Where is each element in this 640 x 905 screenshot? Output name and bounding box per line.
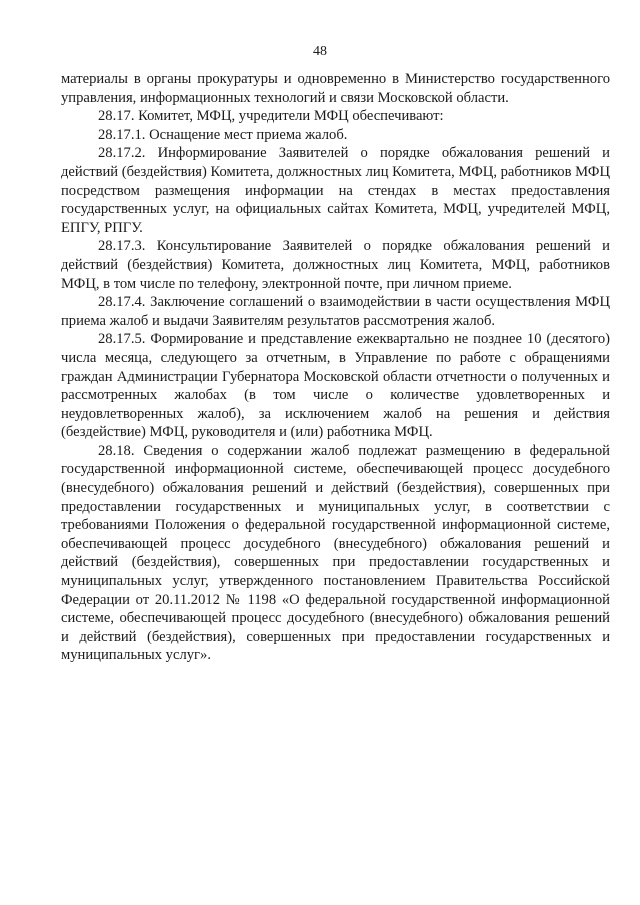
paragraph-28-18: 28.18. Сведения о содержании жалоб подлежат размещению в федеральной государственной информационной системе, обеспечивающей процесс досудебного (внесудебного) обжалования решений и действий (бездействия), совершенных при предоставлении государственных и муниципальных услуг, в соответствии с требованиями Положения о федеральной государственной информационной системе, обеспечивающей процесс досудебного (внесудебного) обжалования решений и действий (бездействия), совершенных при предоставлении государственных и муниципальных услуг, утвержденного постановлением Правительства Российской Федерации от 20.11.2012 № 1198 «О федеральной государственной информационной системе, обеспечивающей процесс досудебного (внесудебного) обжалования решений и действий (бездействия), совершенных при предоставлении государственных и муниципальных услуг». [61, 442, 610, 664]
page-number: 48 [313, 44, 327, 59]
paragraph-28-17-4: 28.17.4. Заключение соглашений о взаимодействии в части осуществления МФЦ приема жалоб и выдачи Заявителям результатов рассмотрения жалоб. [61, 294, 610, 329]
paragraph-28-17-5: 28.17.5. Формирование и представление ежеквартально не позднее 10 (десятого) числа месяца, следующего за отчетным, в Управление по работе с обращениями граждан Администрации Губернатора Московской области отчетности о полученных и рассмотренных жалобах (в том числе о количестве удовлетворенных и неудовлетворенных жалоб), за исключением жалоб на решения и действия (бездействие) МФЦ, руководителя и (или) работника МФЦ. [61, 331, 610, 441]
paragraph-28-17-3: 28.17.3. Консультирование Заявителей о порядке обжалования решений и действий (бездействия) Комитета, должностных лиц Комитета, МФЦ, работников МФЦ, в том числе по телефону, электронной почте, при личном приеме. [61, 238, 610, 292]
paragraph-28-17-1: 28.17.1. Оснащение мест приема жалоб. [98, 126, 348, 143]
paragraph-28-17-2: 28.17.2. Информирование Заявителей о порядке обжалования решений и действий (бездействия) Комитета, должностных лиц Комитета, МФЦ, работников МФЦ посредством размещения информации на стендах в местах предоставления государственных услуг, на официальных сайтах Комитета, МФЦ, учредителей МФЦ, ЕПГУ, РПГУ. [61, 145, 610, 236]
paragraph-28-17: 28.17. Комитет, МФЦ, учредители МФЦ обеспечивают: [98, 108, 444, 125]
paragraph-continuation: материалы в органы прокуратуры и одновременно в Министерство государственного управления, информационных технологий и связи Московской области. [61, 71, 610, 106]
document-body [61, 70, 610, 665]
